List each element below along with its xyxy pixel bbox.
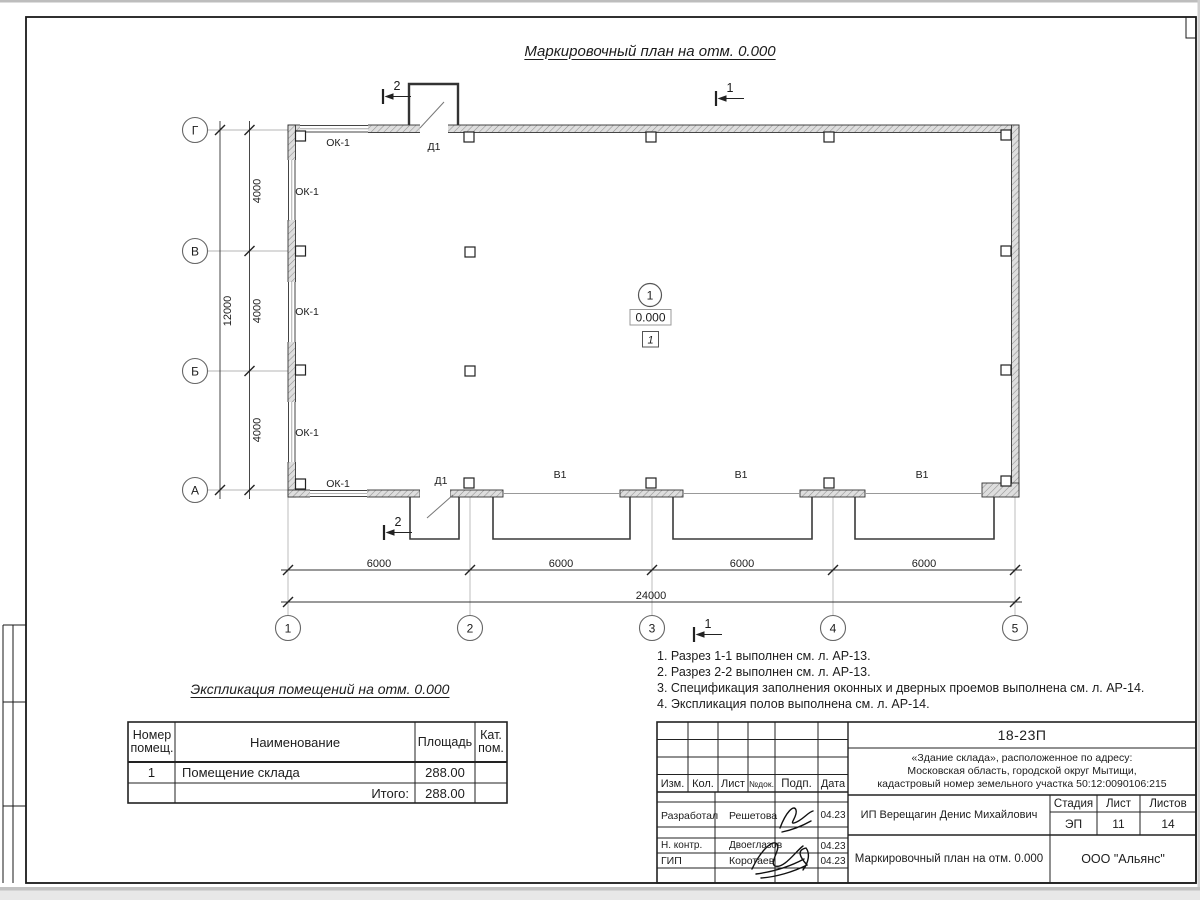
dim-label: 4000: [251, 417, 264, 443]
signer-date: 04.23: [820, 809, 846, 821]
signer-role: Разработал: [661, 810, 719, 822]
cell-room-number: 1: [147, 765, 156, 780]
sheets-label: Листов: [1149, 797, 1187, 810]
room-schedule-title: Экспликация помещений на отм. 0.000: [190, 681, 450, 697]
dimension-ticks: [215, 125, 1020, 607]
organization-name: ООО "Альянс": [1081, 852, 1165, 866]
cell-room-name: Помещение склада: [182, 765, 300, 780]
dim-label: 6000: [548, 558, 574, 570]
door-label: Д1: [434, 475, 448, 487]
sheet-title: Маркировочный план на отм. 0.000: [854, 853, 1044, 865]
interior-column: [465, 247, 475, 257]
axis-number: 5: [1011, 621, 1019, 636]
interior-column: [465, 366, 475, 376]
axis-number: 1: [284, 621, 292, 636]
axis-letter: А: [190, 483, 200, 498]
dim-total-label: 12000: [222, 295, 234, 327]
rev-header-data: Дата: [820, 777, 846, 790]
rev-header-izm: Изм.: [660, 777, 685, 790]
floor-type-marker: 1: [647, 334, 654, 347]
signer-date: 04.23: [820, 840, 846, 852]
dimensions: [215, 121, 1022, 607]
dim-label: 6000: [911, 558, 937, 570]
object-line: «Здание склада», расположенное по адресу:: [911, 752, 1133, 764]
dim-label: 6000: [366, 558, 392, 570]
note-item: 3. Спецификация заполнения оконных и дверных проемов выполнена см. л. АР-14.: [657, 681, 1145, 695]
door-label: Д1: [427, 141, 441, 153]
opening-labels: [295, 137, 928, 490]
window-label: ОК-1: [295, 427, 319, 439]
door-openings: [420, 124, 450, 499]
note-item: 2. Разрез 2-2 выполнен см. л. АР-13.: [657, 665, 871, 679]
window-label: ОК-1: [295, 186, 319, 198]
axis-letter: Г: [191, 123, 199, 138]
axis-letter: Б: [191, 364, 199, 379]
signer-role: Н. контр.: [661, 840, 703, 851]
column-header-name: Наименование: [249, 734, 341, 750]
sheet-label: Лист: [1106, 797, 1131, 810]
client-name: ИП Верещагин Денис Михайлович: [860, 809, 1038, 821]
door-leaves: [420, 102, 453, 518]
pier-axis4: [800, 490, 865, 497]
axis-lines: [208, 130, 1015, 615]
note-item: 1. Разрез 1-1 выполнен см. л. АР-13.: [657, 649, 871, 663]
rev-header-doc: №док.: [749, 778, 774, 789]
cell-room-area: 288.00: [425, 765, 465, 780]
frame-corner-box: [1186, 17, 1196, 38]
column-header-number: Номер помещ.: [130, 728, 174, 755]
wall-top: [288, 125, 1019, 133]
room-elevation: 0.000: [635, 310, 666, 325]
stage-label: Стадия: [1053, 797, 1094, 810]
axis-letter: В: [190, 244, 200, 259]
doc-number: 18-23П: [997, 727, 1047, 743]
cell-room-category: [475, 762, 507, 783]
stage-value: ЭП: [1064, 816, 1083, 831]
object-line: Московская область, городской округ Мытищи,: [907, 765, 1137, 777]
page-title: Маркировочный план на отм. 0.000: [524, 42, 776, 60]
axis-number: 4: [829, 621, 837, 636]
axis-number: 3: [648, 621, 656, 636]
gate-label: В1: [734, 469, 748, 481]
section-mark-label: 1: [704, 617, 712, 631]
gate-label: В1: [553, 469, 567, 481]
left-margin-strip: [3, 625, 26, 883]
object-description: [852, 752, 1192, 791]
window-label: ОК-1: [326, 137, 350, 149]
window-bottom: [310, 489, 367, 499]
rev-header-list: Лист: [721, 777, 745, 790]
room-number: 1: [646, 288, 654, 303]
signer-name: Решетова: [729, 810, 778, 822]
signature-mark: [780, 808, 813, 832]
pier-axis2: [450, 490, 503, 497]
dim-label: 6000: [729, 558, 755, 570]
wall-right: [1012, 125, 1020, 497]
sheet-number: 11: [1112, 816, 1125, 831]
room-marker: [630, 284, 671, 348]
section-mark-label: 2: [394, 515, 402, 529]
total-label: Итого:: [371, 786, 409, 801]
rev-header-podp: Подп.: [781, 777, 812, 790]
section-mark-label: 1: [726, 81, 734, 95]
section-mark-label: 2: [393, 79, 401, 93]
pier-axis3: [620, 490, 683, 497]
signer-name: Двоеглазов: [729, 840, 783, 851]
object-line: кадастровый номер земельного участка 50:12:0090106:215: [877, 778, 1167, 790]
tambour: [409, 84, 458, 125]
axis-number: 2: [466, 621, 474, 636]
sheets-total: 14: [1161, 816, 1175, 831]
window-label: ОК-1: [295, 306, 319, 318]
column-header-area: Площадь: [417, 735, 473, 749]
dim-label: 4000: [251, 298, 264, 324]
dim-total-label: 24000: [635, 590, 667, 602]
gate-aprons: [410, 497, 994, 539]
gate-label: В1: [915, 469, 929, 481]
column-header-category: Кат. пом.: [478, 728, 504, 755]
note-item: 4. Экспликация полов выполнена см. л. АР-14.: [657, 697, 930, 711]
total-area: 288.00: [425, 785, 465, 801]
signer-name: Коротаев: [729, 855, 775, 867]
dim-label: 4000: [251, 178, 264, 204]
signer-date: 04.23: [820, 855, 846, 867]
rev-header-kol: Кол.: [692, 777, 714, 790]
window-top: [300, 124, 368, 134]
window-label: ОК-1: [326, 478, 350, 490]
signer-role: ГИП: [661, 855, 682, 867]
